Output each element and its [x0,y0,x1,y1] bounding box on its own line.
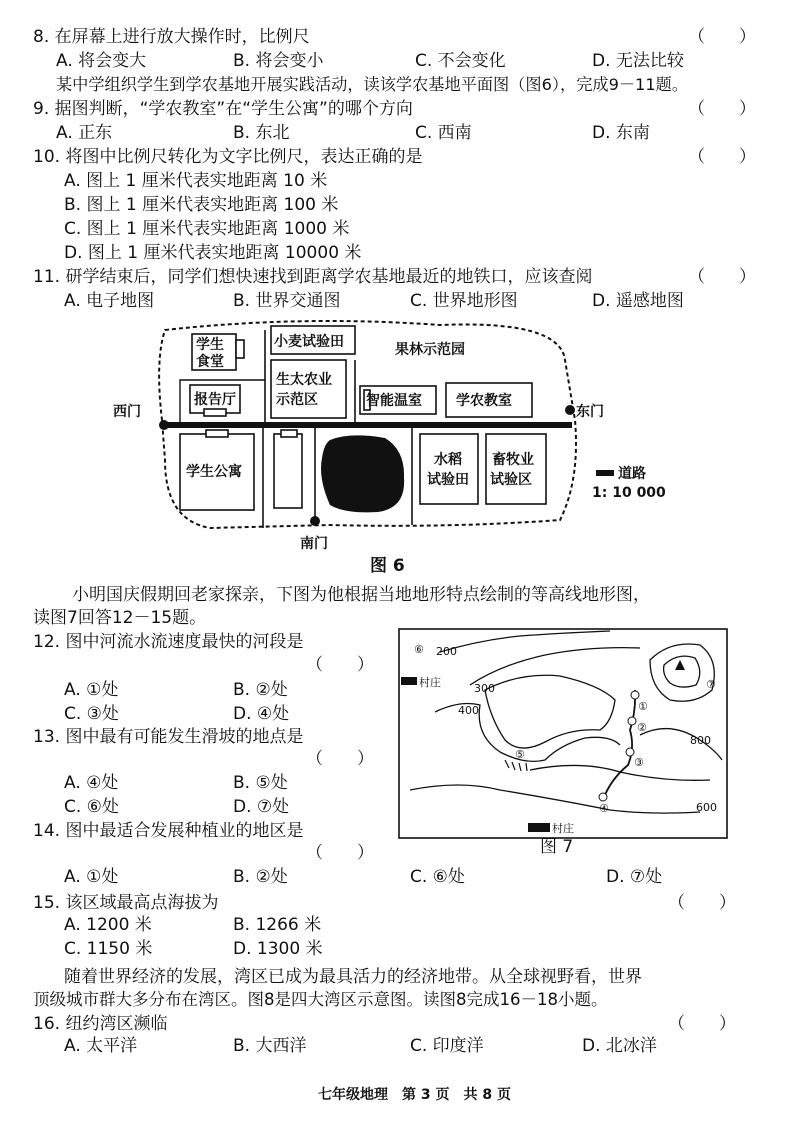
q10-option-c[interactable]: C. 图上 1 厘米代表实地距离 1000 米 [64,219,350,239]
q11-option-a[interactable]: A. 电子地图 [64,291,155,311]
q14-option-c[interactable]: C. ⑥处 [410,867,465,887]
rice-label-2: 试验田 [427,472,469,488]
marker-7: ⑦ [706,678,716,691]
section-intro-16-18-a: 随着世界经济的发展，湾区已成为最具活力的经济地带。从全球视野看，世界 [64,967,642,987]
livestock-label-2: 试验区 [490,472,532,488]
q11-option-b[interactable]: B. 世界交通图 [233,291,341,311]
label-400: 400 [458,704,479,717]
q8-answer-blank[interactable]: （ ） [688,27,756,47]
q10-stem: 10. 将图中比例尺转化为文字比例尺，表达正确的是 [33,147,423,167]
q10-option-b[interactable]: B. 图上 1 厘米代表实地距离 100 米 [64,195,339,215]
q13-stem: 13. 图中最有可能发生滑坡的地点是 [33,727,304,747]
q8-option-b[interactable]: B. 将会变小 [233,51,324,71]
q14-stem: 14. 图中最适合发展种植业的地区是 [33,821,304,841]
q13-option-c[interactable]: C. ⑥处 [64,797,119,817]
figure-6-caption: 图 6 [370,556,405,576]
marker-1: ① [638,700,648,713]
label-village-1: 村庄 [419,676,441,689]
q8-option-d[interactable]: D. 无法比较 [592,51,684,71]
marker-3: ③ [634,756,644,769]
q8-stem: 8. 在屏幕上进行放大操作时，比例尺 [33,27,310,47]
q12-option-b[interactable]: B. ②处 [233,680,288,700]
q12-option-a[interactable]: A. ①处 [64,680,119,700]
rice-label-1: 水稻 [434,452,462,468]
q12-option-c[interactable]: C. ③处 [64,704,119,724]
q10-answer-blank[interactable]: （ ） [688,147,756,167]
section-intro-9-11: 某中学组织学生到学农基地开展实践活动，读该学农基地平面图（图6），完成9－11题。 [56,75,689,94]
q16-option-b[interactable]: B. 大西洋 [233,1036,307,1056]
canteen-label-2: 食堂 [196,354,224,370]
eco-label-2: 示范区 [276,392,318,408]
q11-stem: 11. 研学结束后，同学们想快速找到距离学农基地最近的地铁口，应该查阅 [33,267,593,287]
q10-option-a[interactable]: A. 图上 1 厘米代表实地距离 10 米 [64,171,328,191]
q8-option-a[interactable]: A. 将会变大 [56,51,147,71]
q9-option-d[interactable]: D. 东南 [592,123,650,143]
page-footer: 七年级地理 第 3 页 共 8 页 [318,1087,511,1103]
section-intro-12-15-b: 读图7回答12－15题。 [33,608,207,628]
q14-answer-blank[interactable]: （ ） [306,843,374,863]
label-300: 300 [474,682,495,695]
q15-option-a[interactable]: A. 1200 米 [64,915,152,935]
south-gate-label: 南门 [300,536,328,552]
label-600: 600 [696,801,717,814]
figure-7-caption: 图 7 [540,837,574,857]
q15-option-d[interactable]: D. 1300 米 [233,939,323,959]
q9-stem: 9. 据图判断，“学农教室”在“学生公寓”的哪个方向 [33,99,413,119]
q12-option-d[interactable]: D. ④处 [233,704,290,724]
road-legend-label: 道路 [618,466,646,482]
marker-5: ⑤ [515,748,525,761]
q15-option-c[interactable]: C. 1150 米 [64,939,153,959]
section-intro-16-18-b: 顶级城市群大多分布在湾区。图8是四大湾区示意图。读图8完成16－18小题。 [33,990,608,1009]
q13-answer-blank[interactable]: （ ） [306,749,374,769]
livestock-label-1: 畜牧业 [492,452,534,468]
dorm-label: 学生公寓 [186,464,242,480]
q16-stem: 16. 纽约湾区濒临 [33,1014,168,1034]
hall-label: 报告厅 [194,392,236,408]
q12-stem: 12. 图中河流水流速度最快的河段是 [33,632,304,652]
q14-option-a[interactable]: A. ①处 [64,867,119,887]
q11-option-c[interactable]: C. 世界地形图 [410,291,518,311]
q16-answer-blank[interactable]: （ ） [668,1014,736,1034]
village-icon-2 [528,823,550,832]
west-gate-label: 西门 [113,404,141,420]
marker-2: ② [637,721,647,734]
orchard-label: 果林示范园 [395,342,465,358]
q13-option-b[interactable]: B. ⑤处 [233,773,288,793]
contour-map-frame [399,629,727,838]
q9-option-c[interactable]: C. 西南 [415,123,472,143]
q14-option-d[interactable]: D. ⑦处 [606,867,663,887]
q14-option-b[interactable]: B. ②处 [233,867,288,887]
canteen-label-1: 学生 [196,337,224,353]
q16-option-a[interactable]: A. 太平洋 [64,1036,138,1056]
q9-option-a[interactable]: A. 正东 [56,123,113,143]
label-village-2: 村庄 [552,822,574,835]
label-800: 800 [690,734,711,747]
q15-option-b[interactable]: B. 1266 米 [233,915,322,935]
greenhouse-label: 智能温室 [366,393,422,409]
section-intro-12-15-a: 小明国庆假期回老家探亲，下图为他根据当地地形特点绘制的等高线地形图， [72,585,650,605]
q10-option-d[interactable]: D. 图上 1 厘米代表实地距离 10000 米 [64,243,362,263]
q9-option-b[interactable]: B. 东北 [233,123,290,143]
wheat-label: 小麦试验田 [274,334,344,350]
q15-answer-blank[interactable]: （ ） [668,893,736,913]
q11-answer-blank[interactable]: （ ） [688,267,756,287]
q8-option-c[interactable]: C. 不会变化 [415,51,506,71]
label-200: 200 [436,645,457,658]
classroom-label: 学农教室 [456,393,512,409]
q15-stem: 15. 该区域最高点海拔为 [33,893,219,913]
q16-option-c[interactable]: C. 印度洋 [410,1036,484,1056]
q13-option-a[interactable]: A. ④处 [64,773,119,793]
q13-option-d[interactable]: D. ⑦处 [233,797,290,817]
q12-answer-blank[interactable]: （ ） [306,655,374,675]
village-icon-1 [401,677,417,685]
q9-answer-blank[interactable]: （ ） [688,99,756,119]
marker-6: ⑥ [414,643,424,656]
east-gate-label: 东门 [576,404,604,420]
eco-label-1: 生太农业 [276,372,332,388]
q11-option-d[interactable]: D. 遥感地图 [592,291,684,311]
q16-option-d[interactable]: D. 北冰洋 [582,1036,657,1056]
scale-label: 1: 10 000 [592,485,666,501]
marker-4: ④ [599,802,609,815]
